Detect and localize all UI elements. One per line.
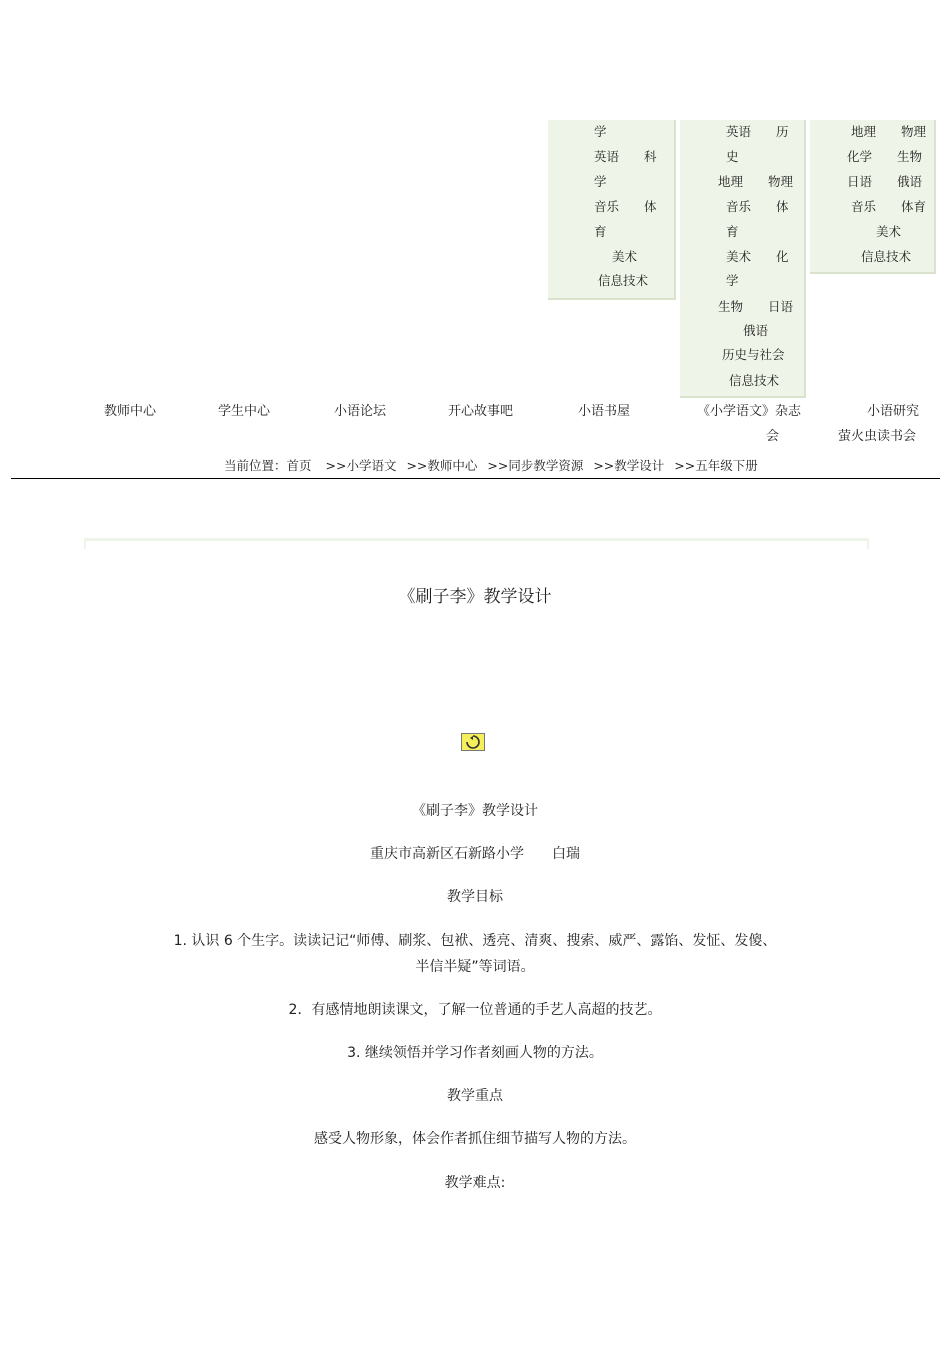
goal-1-line-2: 半信半疑”等词语。 xyxy=(415,959,535,975)
menu-item[interactable]: 生物 日语 xyxy=(718,299,794,314)
menu-item[interactable]: 学 xyxy=(594,174,607,189)
goal-3: 3. 继续领悟并学习作者刻画人物的方法。 xyxy=(347,1045,603,1061)
menu-item[interactable]: 美术 xyxy=(876,224,902,239)
menu-item[interactable]: 史 xyxy=(726,149,739,164)
content-frame xyxy=(84,538,869,549)
nav-firefly[interactable]: 萤火虫读书会 xyxy=(838,429,917,444)
key-text: 感受人物形象，体会作者抓住细节描写人物的方法。 xyxy=(314,1131,636,1147)
breadcrumb-label[interactable]: 当前位置：首页 xyxy=(224,458,312,473)
menu-item[interactable]: 信息技术 xyxy=(861,249,912,264)
menu-item[interactable]: 美术 xyxy=(612,249,638,264)
menu-item[interactable]: 音乐 体 xyxy=(594,199,657,214)
nav-bookstore[interactable]: 小语书屋 xyxy=(578,404,631,419)
breadcrumb-item[interactable]: >>小学语文 xyxy=(325,458,397,473)
article-subtitle: 《刷子李》教学设计 xyxy=(412,803,538,819)
breadcrumb-item[interactable]: >>教师中心 xyxy=(406,458,478,473)
menu-item[interactable]: 音乐 体育 xyxy=(851,199,927,214)
article-author: 重庆市高新区石新路小学 白瑞 xyxy=(370,846,580,862)
nav-research[interactable]: 小语研究 xyxy=(867,404,920,419)
menu-item[interactable]: 历史与社会 xyxy=(722,347,785,362)
subject-menu-1 xyxy=(548,120,676,300)
nav-student-center[interactable]: 学生中心 xyxy=(218,404,271,419)
menu-item[interactable]: 育 xyxy=(726,224,739,239)
menu-item[interactable]: 育 xyxy=(594,224,607,239)
nav-forum[interactable]: 小语论坛 xyxy=(334,404,387,419)
menu-item[interactable]: 地理 物理 xyxy=(851,124,927,139)
nav-magazine[interactable]: 《小学语文》杂志 xyxy=(697,404,802,419)
goals-heading: 教学目标 xyxy=(447,889,503,905)
goal-2: 2．有感情地朗读课文，了解一位普通的手艺人高超的技艺。 xyxy=(288,1002,662,1018)
breadcrumb xyxy=(224,456,764,474)
key-heading: 教学重点 xyxy=(447,1088,503,1104)
menu-item[interactable]: 地理 物理 xyxy=(718,174,794,189)
divider xyxy=(11,478,940,479)
breadcrumb-item[interactable]: >>教学设计 xyxy=(593,458,665,473)
difficulty-heading: 教学难点: xyxy=(444,1175,506,1191)
subject-menu-3 xyxy=(810,120,936,274)
menu-item[interactable]: 日语 俄语 xyxy=(847,174,923,189)
menu-item[interactable]: 学 xyxy=(594,124,607,139)
menu-item[interactable]: 美术 化 xyxy=(726,249,789,264)
goal-1-line-1: 1. 认识 6 个生字。读读记记“师傅、刷浆、包袱、透亮、清爽、搜索、威严、露馅、发怔、发傻、 xyxy=(173,933,777,949)
menu-item[interactable]: 英语 科 xyxy=(594,149,657,164)
menu-item[interactable]: 音乐 体 xyxy=(726,199,789,214)
subject-menu-2 xyxy=(680,120,806,398)
nav-story[interactable]: 开心故事吧 xyxy=(448,404,514,419)
menu-item[interactable]: 信息技术 xyxy=(729,373,780,388)
menu-item[interactable]: 化学 生物 xyxy=(847,149,923,164)
menu-item[interactable]: 俄语 xyxy=(743,323,769,338)
breadcrumb-item[interactable]: >>五年级下册 xyxy=(674,458,758,473)
breadcrumb-item[interactable]: >>同步教学资源 xyxy=(487,458,584,473)
page-title: 《刷子李》教学设计 xyxy=(398,587,552,607)
menu-item[interactable]: 学 xyxy=(726,273,739,288)
menu-item[interactable]: 英语 历 xyxy=(726,124,789,139)
menu-item[interactable]: 信息技术 xyxy=(598,273,649,288)
nav-magazine-cont[interactable]: 会 xyxy=(766,429,780,444)
broken-image-icon xyxy=(461,733,485,751)
nav-teacher-center[interactable]: 教师中心 xyxy=(104,404,157,419)
